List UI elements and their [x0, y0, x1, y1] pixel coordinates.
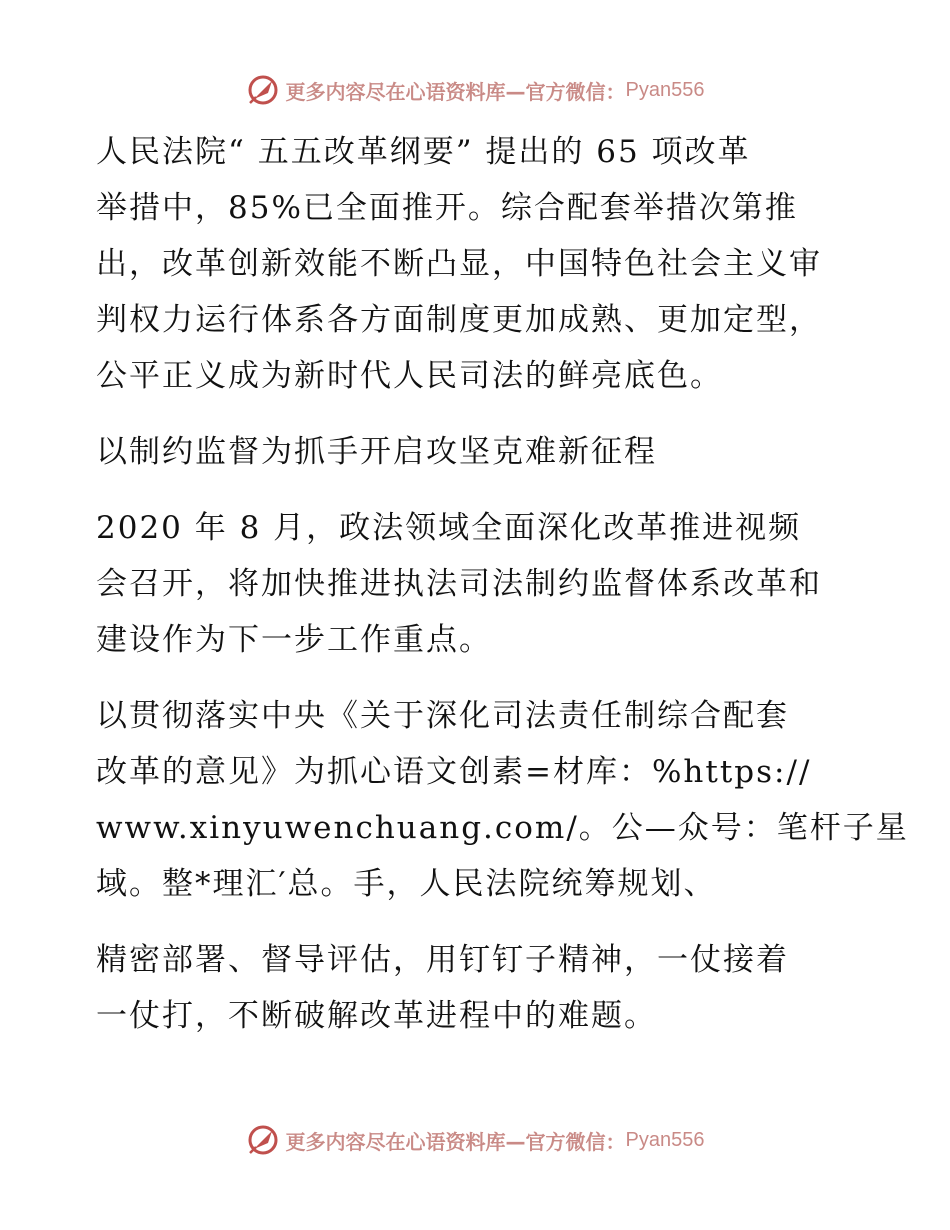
text-line: 人民法院“ 五五改革纲要” 提出的 65 项改革	[96, 134, 751, 170]
text-line: 判权力运行体系各方面制度更加成熟、更加定型，	[96, 302, 822, 338]
paragraph	[96, 500, 856, 668]
text-line: 精密部署、督导评估，用钉钉子精神，一仗接着	[96, 942, 789, 978]
document-body	[96, 124, 909, 1064]
text-line: 举措中，85%已全面推开。综合配套举措次第推	[96, 190, 798, 226]
quill-pen-logo-icon	[246, 73, 280, 107]
text-line: 建设作为下一步工作重点。	[96, 622, 492, 658]
text-line: 会召开，将加快推进执法司法制约监督体系改革和	[96, 566, 822, 602]
text-line: 出，改革创新效能不断凸显，中国特色社会主义审	[96, 246, 822, 282]
text-line: 公平正义成为新时代人民司法的鲜亮底色。	[96, 358, 723, 394]
banner-text: 更多内容尽在心语资料库—官方微信：	[285, 79, 626, 104]
text-line: 一仗打，不断破解改革进程中的难题。	[96, 998, 657, 1034]
text-line: www.xinyuwenchuang.com/。公—众号：笔杆子星	[96, 810, 909, 846]
text-line: 以贯彻落实中央《关于深化司法责任制综合配套	[96, 698, 789, 734]
section-heading	[96, 424, 856, 480]
header-watermark-banner	[0, 70, 950, 110]
paragraph	[96, 124, 856, 404]
banner-wechat-id: Pyan556	[625, 78, 705, 101]
paragraph	[96, 932, 856, 1044]
banner-wechat-id: Pyan556	[625, 1128, 705, 1151]
footer-watermark-banner	[0, 1120, 950, 1160]
text-line: 改革的意见》为抓心语文创素=材库：%https://	[96, 754, 812, 790]
banner-text: 更多内容尽在心语资料库—官方微信：	[285, 1129, 626, 1154]
paragraph	[96, 688, 909, 912]
quill-pen-logo-icon	[246, 1123, 280, 1157]
text-line: 域。整*理汇′总。手，人民法院统筹规划、	[96, 866, 717, 902]
text-line: 以制约监督为抓手开启攻坚克难新征程	[96, 434, 657, 470]
text-line: 2020 年 8 月，政法领域全面深化改革推进视频	[96, 510, 802, 546]
